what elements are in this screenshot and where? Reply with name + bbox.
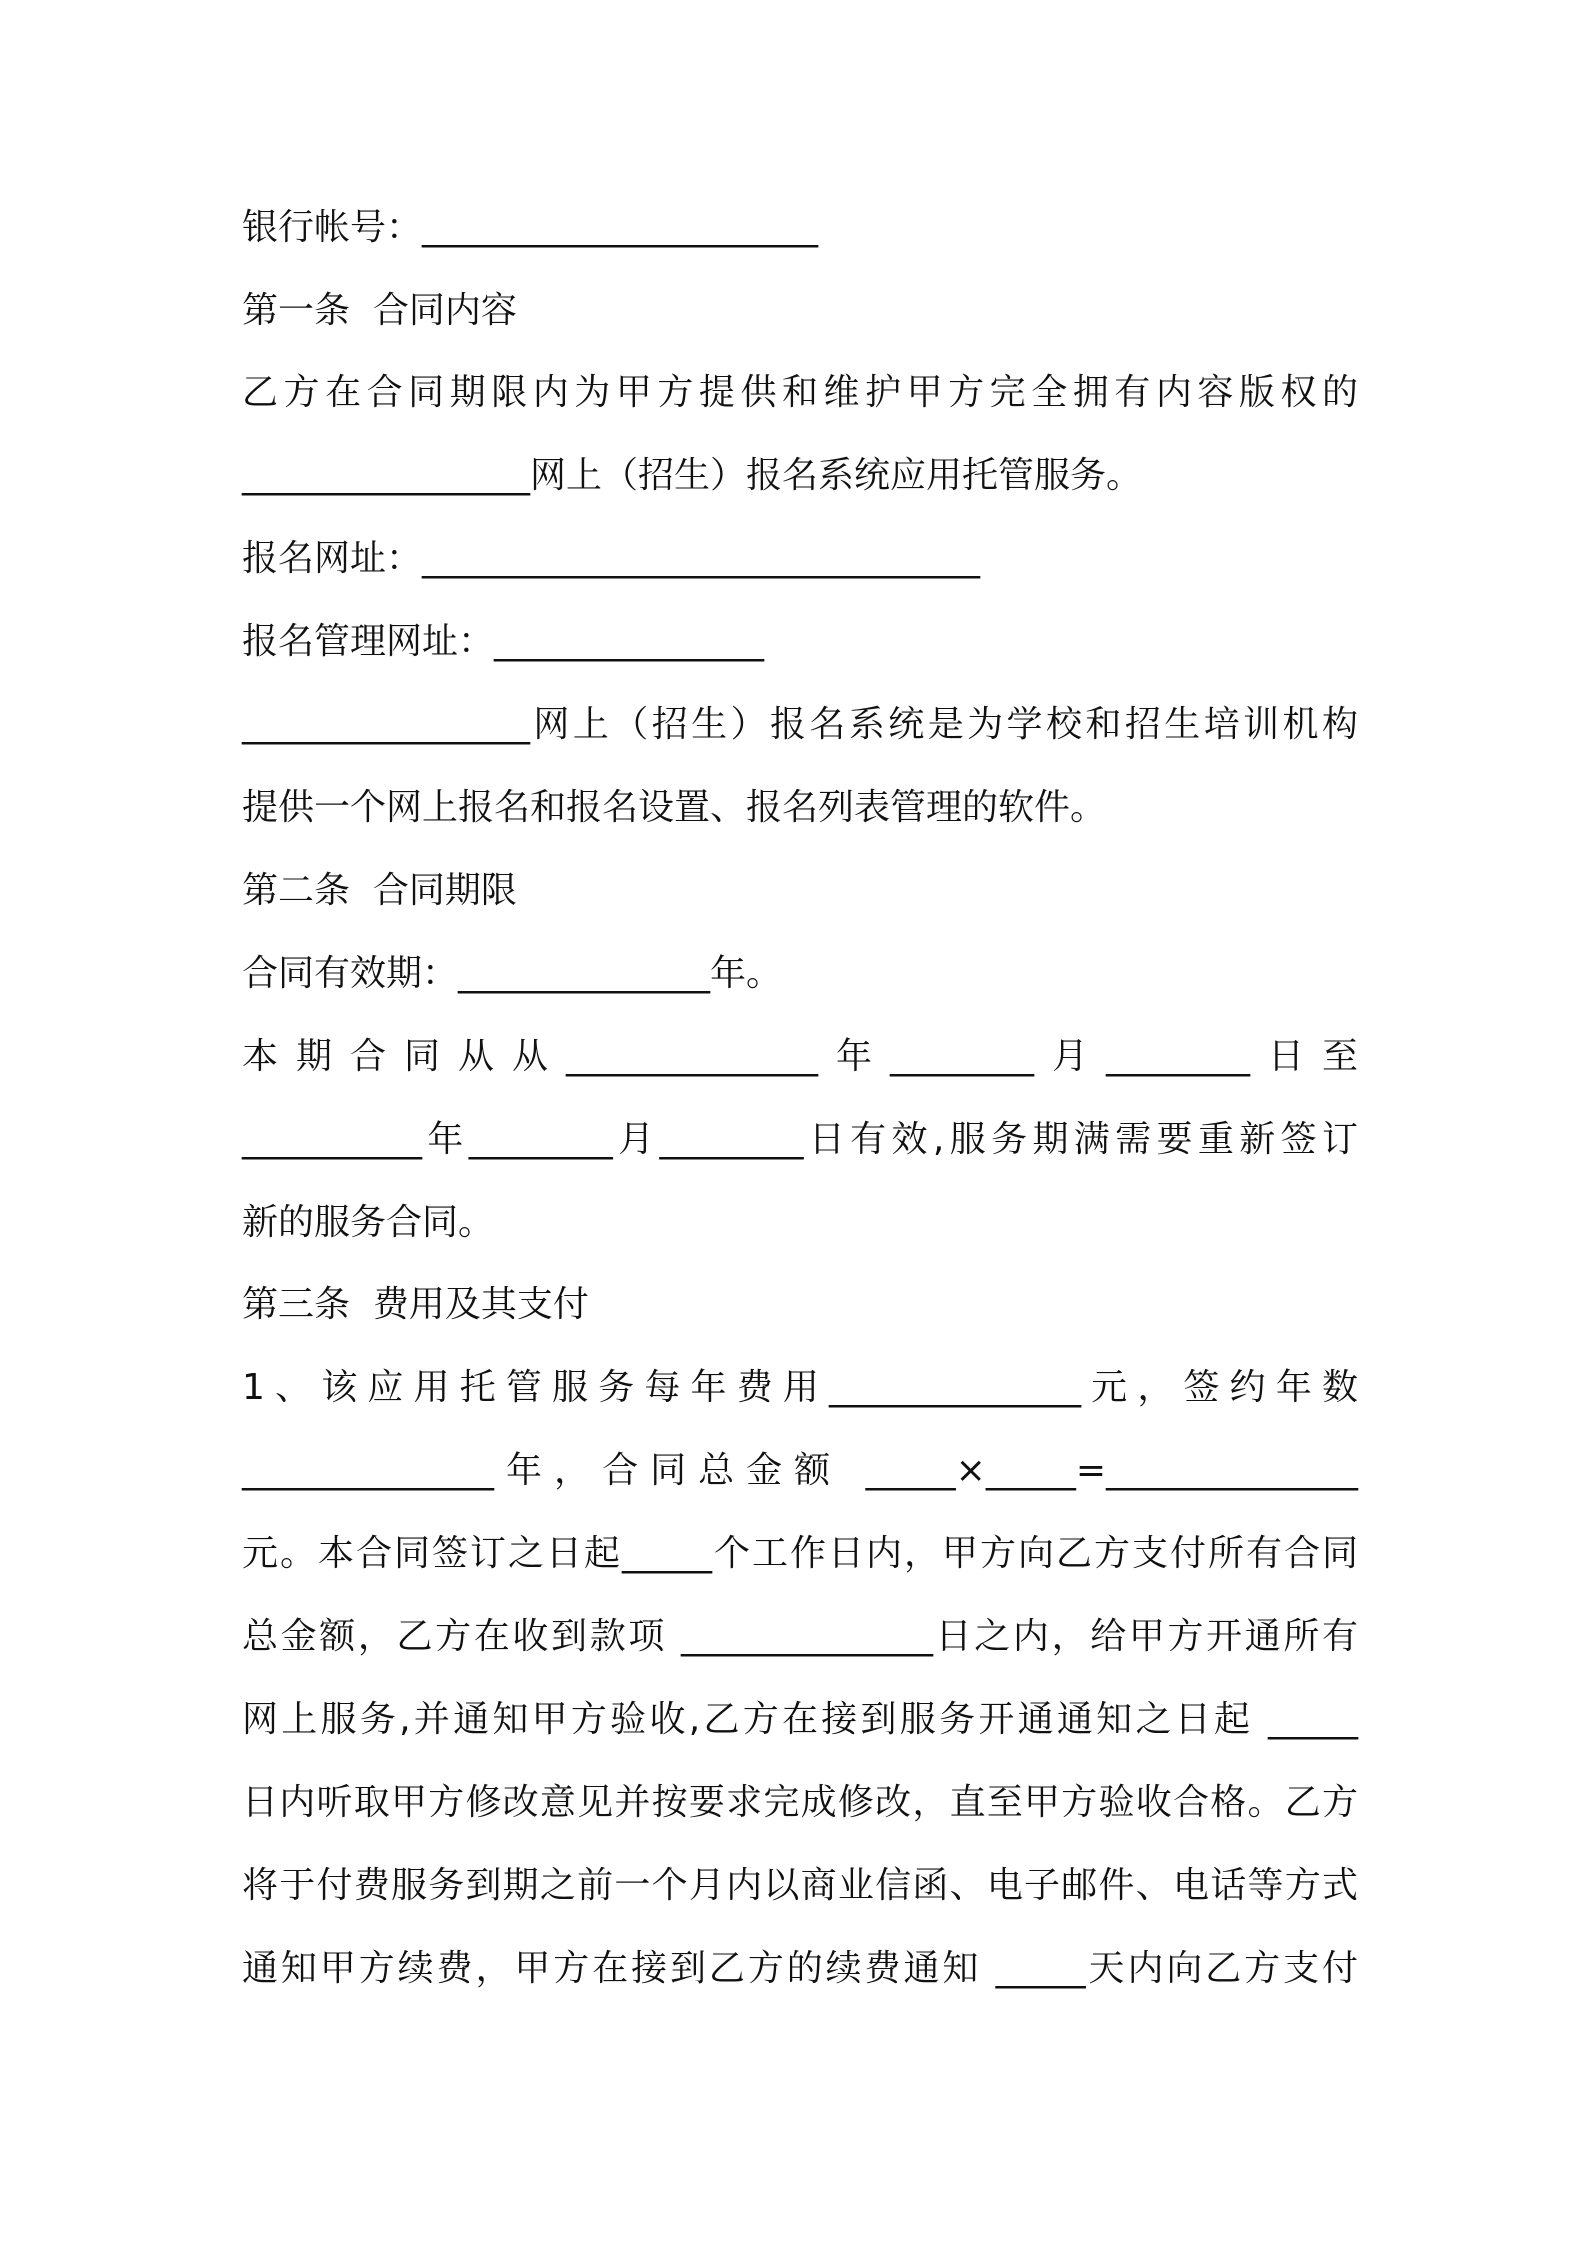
paragraph-line: 元。本合同签订之日起_____个工作日内，甲方向乙方支付所有合同 <box>242 1533 1358 1574</box>
signup-url-line: 报名网址：_______________________________ <box>242 538 981 579</box>
paragraph-line: 日内听取甲方修改意见并按要求完成修改，直至甲方验收合格。乙方 <box>242 1782 1358 1823</box>
paragraph-line: 本期合同从从______________年________月________日至 <box>242 1036 1358 1077</box>
paragraph-line: 通知甲方续费，甲方在接到乙方的续费通知 _____天内向乙方支付 <box>242 1948 1358 1989</box>
article-2-heading: 第二条 合同期限 <box>242 870 517 911</box>
article-1-heading: 第一条 合同内容 <box>242 290 517 331</box>
admin-url-line: 报名管理网址：_______________ <box>242 621 765 662</box>
paragraph-line: 将于付费服务到期之前一个月内以商业信函、电子邮件、电话等方式 <box>242 1865 1358 1906</box>
article-3-heading: 第三条 费用及其支付 <box>242 1284 589 1325</box>
paragraph-line: 乙方在合同期限内为甲方提供和维护甲方完全拥有内容版权的 <box>242 372 1358 413</box>
paragraph-line: 新的服务合同。 <box>242 1202 495 1243</box>
paragraph-line: ______________年，合同总金额 _____×_____=______________ <box>242 1450 1358 1491</box>
paragraph-line: 1、该应用托管服务每年费用______________元，签约年数 <box>242 1367 1358 1408</box>
bank-account-line: 银行帐号：______________________ <box>242 207 819 248</box>
paragraph-line: 提供一个网上报名和报名设置、报名列表管理的软件。 <box>242 787 1107 828</box>
validity-line: 合同有效期：______________年。 <box>242 953 783 994</box>
paragraph-line: __________年________月________日有效,服务期满需要重新签订 <box>242 1119 1358 1160</box>
paragraph-line: 总金额，乙方在收到款项 ______________日之内，给甲方开通所有 <box>242 1616 1358 1657</box>
paragraph-line: 网上服务,并通知甲方验收,乙方在接到服务开通通知之日起 _____ <box>242 1699 1358 1740</box>
paragraph-line: ________________网上（招生）报名系统是为学校和招生培训机构 <box>242 704 1358 745</box>
paragraph-line: ________________网上（招生）报名系统应用托管服务。 <box>242 455 1143 496</box>
